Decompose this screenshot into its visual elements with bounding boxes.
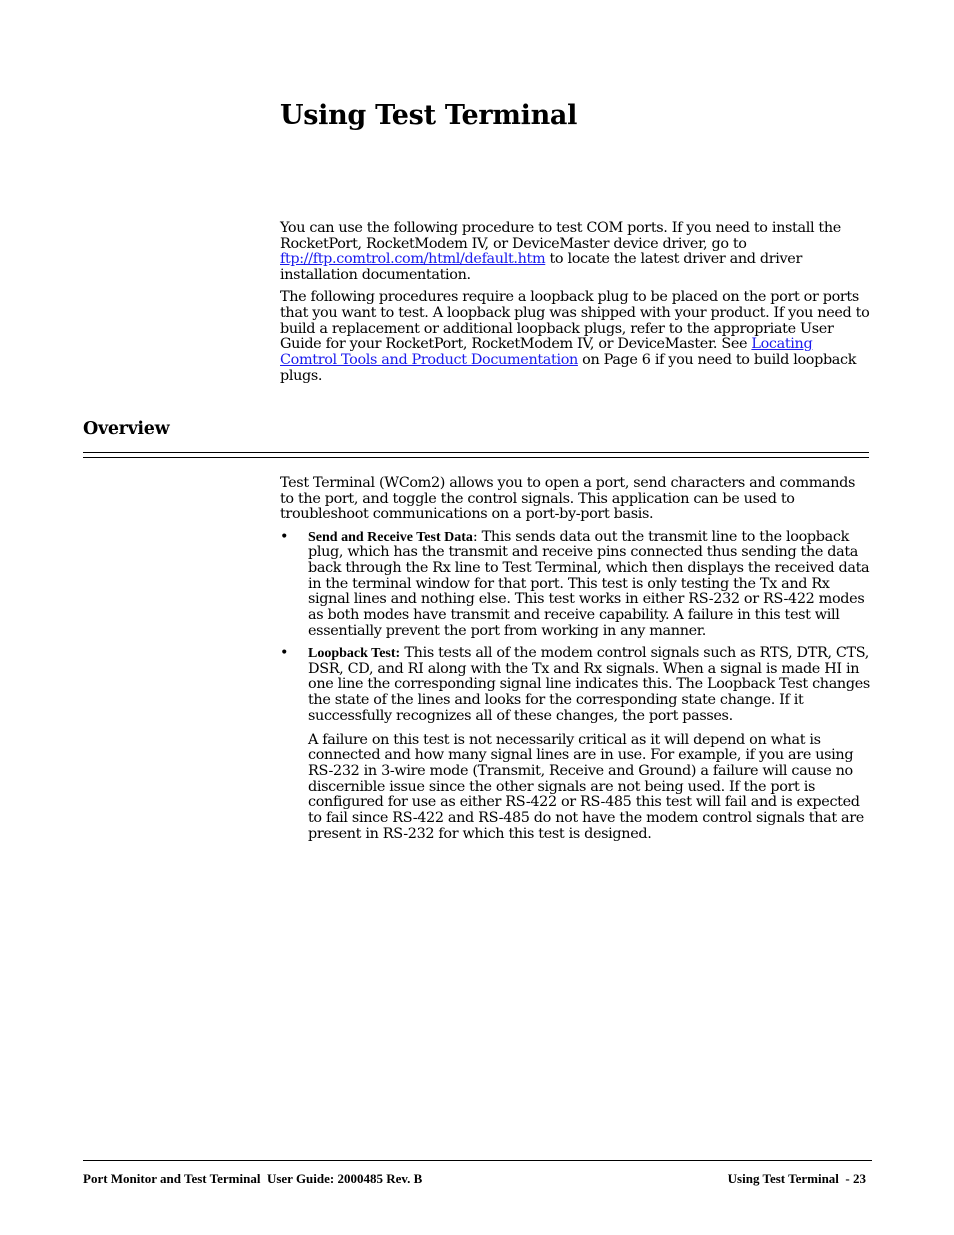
intro-paragraph-1 <box>280 221 872 284</box>
overview-rule-bottom <box>83 457 869 458</box>
page-title: Using Test Terminal <box>280 100 578 131</box>
intro-p2-text-after: on Page 6 if you need to build loopback plugs. <box>280 352 857 384</box>
intro-p2-text-before: The following procedures require a loopback plug to be placed on the port or ports that you want to test. A loopback plug was shipped with your product. If you need to build a replacement or additional loopback plugs, refer to the appropriate User Guide for your RocketPort, RocketModem IV, or DeviceMaster. See <box>280 289 870 353</box>
footer-document-title: Port Monitor and Test Terminal User Guide: 2000485 Rev. B <box>83 1171 423 1186</box>
bullet-text-send-receive: : This sends data out the transmit line to the loopback plug, which has the transmit and receive pins connected thus sending the data back through the Rx line to Test Terminal, which then displays the received data in the terminal window for that port. This test is only testing the Tx and Rx signal lines and nothing else. This test works in either RS-232 or RS-422 modes as both modes have transmit and receive capability. A failure in this test will essentially prevent the port from working in any manner. <box>308 528 870 639</box>
bullet-label-loopback: Loopback Test: <box>308 646 401 662</box>
bullet-text-loopback: This tests all of the modem control signals such as RTS, DTR, CTS, DSR, CD, and RI along with the Tx and Rx signals. When a signal is made HI in one line the corresponding signal line indicates this. The Loopback Test changes the state of the lines and looks for the corresponding state change. If it successfully recognizes all of these changes, the port passes. <box>308 645 870 724</box>
bullet-icon: • <box>280 528 289 545</box>
overview-paragraph: Test Terminal (WCom2) allows you to open a port, send characters and commands to the port, and toggle the control signals. This application can be used to troubleshoot communications on a port-by-port basis. <box>280 475 856 523</box>
overview-rule-top <box>83 452 869 453</box>
overview-section <box>280 476 872 849</box>
list-item-send-receive <box>280 530 872 640</box>
test-types-list <box>280 530 872 843</box>
footer-page-number: Using Test Terminal - 23 <box>727 1171 866 1186</box>
intro-p1-text-before: You can use the following procedure to test COM ports. If you need to install the RocketPort, RocketModem IV, or DeviceMaster device driver, go to <box>280 220 841 252</box>
ftp-download-link[interactable]: ftp://ftp.comtrol.com/html/default.htm <box>280 251 546 268</box>
bullet-icon: • <box>280 645 289 662</box>
overview-heading: Overview <box>83 419 170 439</box>
intro-section <box>280 221 872 391</box>
footer-rule <box>83 1160 872 1161</box>
loopback-failure-note: A failure on this test is not necessarily critical as it will depend on what is connected and how many signal lines are in use. For example, if you are using RS-232 in 3-wire mode (Transmit, Receive and Ground) a failure will cause no discernible issue since the other signals are not being used. If the port is configured for use as either RS-422 or RS-485 this test will fail and is expected to fail since RS-422 and RS-485 do not have the modem control signals that are present in RS-232 for which this test is designed. <box>308 731 864 842</box>
intro-p1-text-after: to locate the latest driver and driver installation documentation. <box>280 251 803 284</box>
bullet-label-send-receive: Send and Receive Test Data <box>308 529 473 545</box>
intro-paragraph-2 <box>280 290 872 384</box>
list-item-loopback <box>280 646 872 842</box>
locating-documentation-link[interactable]: Locating Comtrol Tools and Product Documentation <box>280 336 813 369</box>
